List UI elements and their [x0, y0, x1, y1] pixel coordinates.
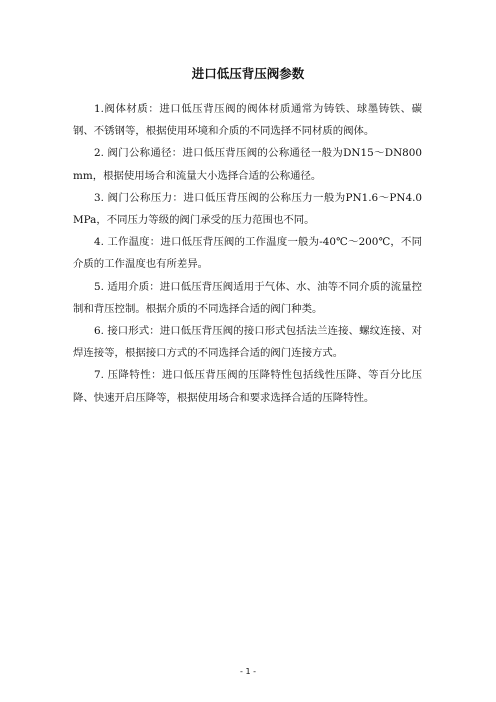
document-title: 进口低压背压阀参数 [191, 66, 305, 81]
paragraph-nominal-diameter: 2. 阀门公称通径：进口低压背压阀的公称通径一般为DN15～DN800mm，根据使用场合和流量大小选择合适的公称通径。 [73, 147, 422, 182]
paragraph-working-temperature: 4. 工作温度：进口低压背压阀的工作温度一般为-40℃～200℃，不同介质的工作温度也有所差异。 [73, 236, 422, 271]
document-body [73, 98, 422, 409]
paragraph-nominal-pressure: 3. 阀门公称压力：进口低压背压阀的公称压力一般为PN1.6～PN4.0MPa，不同压力等级的阀门承受的压力范围也不同。 [73, 191, 422, 227]
page-number: - 1 - [240, 667, 256, 676]
paragraph-valve-body-material: 1.阀体材质：进口低压背压阀的阀体材质通常为铸铁、球墨铸铁、碳钢、不锈钢等，根据使用环境和介质的不同选择不同材质的阀体。 [73, 103, 422, 138]
paragraph-applicable-media: 5. 适用介质：进口低压背压阀适用于气体、水、油等不同介质的流量控制和背压控制。根据介质的不同选择合适的阀门种类。 [73, 280, 422, 315]
paragraph-pressure-drop: 7. 压降特性：进口低压背压阀的压降特性包括线性压降、等百分比压降、快速开启压降等，根据使用场合和要求选择合适的压降特性。 [73, 369, 422, 404]
paragraph-connection-type: 6. 接口形式：进口低压背压阀的接口形式包括法兰连接、螺纹连接、对焊连接等，根据接口方式的不同选择合适的阀门连接方式。 [73, 325, 422, 360]
